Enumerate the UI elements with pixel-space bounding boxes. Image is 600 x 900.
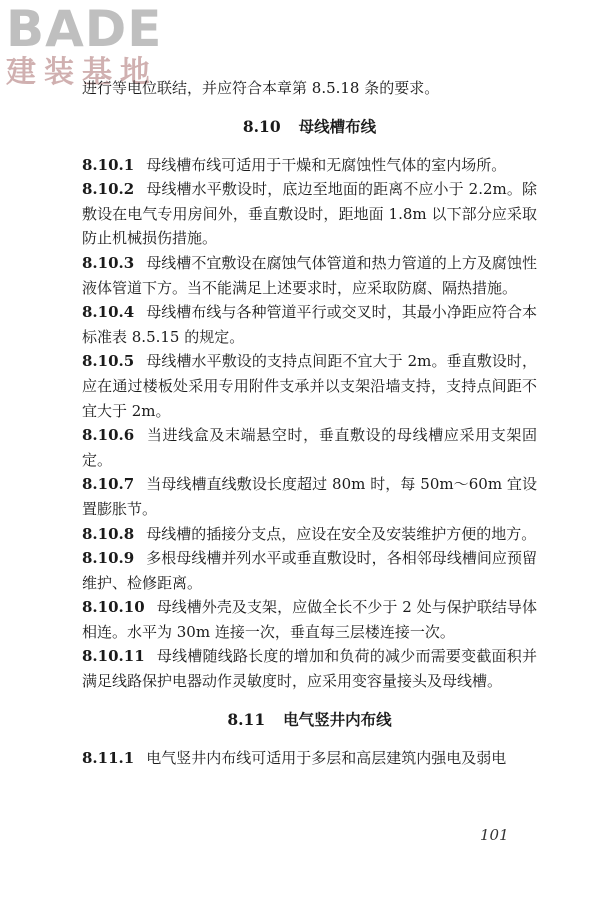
clause-number: 8.10.8 xyxy=(82,524,135,543)
clause-number: 8.10.2 xyxy=(82,180,135,199)
clause-number: 8.10.3 xyxy=(82,253,135,272)
continuation-text: 进行等电位联结，并应符合本章第 8.5.18 条的要求。 xyxy=(82,79,440,97)
clause-number: 8.10.4 xyxy=(82,303,135,322)
clause-number: 8.10.11 xyxy=(82,647,145,666)
watermark-brand: BADE xyxy=(6,0,163,58)
clause-text: 母线槽布线可适用于干燥和无腐蚀性气体的室内场所。 xyxy=(146,155,507,174)
section-title-text: 电气竖井内布线 xyxy=(283,709,392,729)
clause-number: 8.10.7 xyxy=(82,475,135,494)
clause-8-10-10 xyxy=(82,595,537,644)
clause-number: 8.10.6 xyxy=(82,426,135,445)
clause-8-10-11 xyxy=(82,644,537,693)
clause-8-10-9 xyxy=(82,546,537,595)
section-heading-8-11 xyxy=(82,708,537,732)
clause-text: 当母线槽直线敷设长度超过 80m 时，每 50m～60m 宜设置膨胀节。 xyxy=(82,475,537,518)
section-heading-8-10 xyxy=(82,115,537,139)
clause-8-10-3 xyxy=(82,251,537,300)
clause-text: 母线槽布线与各种管道平行或交叉时，其最小净距应符合本标准表 8.5.15 的规定。 xyxy=(82,303,537,346)
clause-number: 8.10.1 xyxy=(82,155,135,174)
clause-text: 当进线盒及末端悬空时，垂直敷设的母线槽应采用支架固定。 xyxy=(82,426,537,469)
clause-text: 母线槽的插接分支点，应设在安全及安装维护方便的地方。 xyxy=(146,524,537,543)
clause-8-10-2 xyxy=(82,177,537,251)
clause-8-10-7 xyxy=(82,472,537,521)
section-title-text: 母线槽布线 xyxy=(298,116,377,136)
clause-text: 电气竖井内布线可适用于多层和高层建筑内强电及弱电 xyxy=(146,748,507,767)
clause-8-10-4 xyxy=(82,300,537,349)
clause-8-10-1 xyxy=(82,153,537,178)
clause-8-10-6 xyxy=(82,423,537,472)
page-content xyxy=(82,76,537,770)
clause-number: 8.11.1 xyxy=(82,748,135,767)
clause-text: 母线槽水平敷设的支持点间距不宜大于 2m。垂直敷设时，应在通过楼板处采用专用附件支承并以支架沿墙支持，支持点间距不宜大于 2m。 xyxy=(82,352,537,420)
clause-8-10-5 xyxy=(82,349,537,423)
section-number: 8.11 xyxy=(227,709,266,729)
clause-text: 母线槽不宜敷设在腐蚀气体管道和热力管道的上方及腐蚀性液体管道下方。当不能满足上述要求时，应采取防腐、隔热措施。 xyxy=(82,253,537,297)
clause-text: 多根母线槽并列水平或垂直敷设时，各相邻母线槽间应预留维护、检修距离。 xyxy=(82,549,537,592)
clause-number: 8.10.9 xyxy=(82,549,135,568)
section-number: 8.10 xyxy=(242,116,281,136)
clause-number: 8.10.10 xyxy=(82,598,145,617)
clause-text: 母线槽水平敷设时，底边至地面的距离不应小于 2.2m。除敷设在电气专用房间外，垂直敷设时，距地面 1.8m 以下部分应采取防止机械损伤措施。 xyxy=(82,180,537,248)
clause-number: 8.10.5 xyxy=(82,352,135,371)
clause-text: 母线槽随线路长度的增加和负荷的减少而需要变截面积并满足线路保护电器动作灵敏度时，应采用变容量接头及母线槽。 xyxy=(82,647,537,691)
clause-8-11-1 xyxy=(82,746,537,771)
clause-text: 母线槽外壳及支架，应做全长不少于 2 处与保护联结导体相连。水平为 30m 连接一次，垂直每三层楼连接一次。 xyxy=(82,598,537,641)
watermark-subtitle: 建装基地 xyxy=(6,55,158,90)
page-number: 101 xyxy=(480,826,509,844)
clause-8-10-8 xyxy=(82,522,537,547)
